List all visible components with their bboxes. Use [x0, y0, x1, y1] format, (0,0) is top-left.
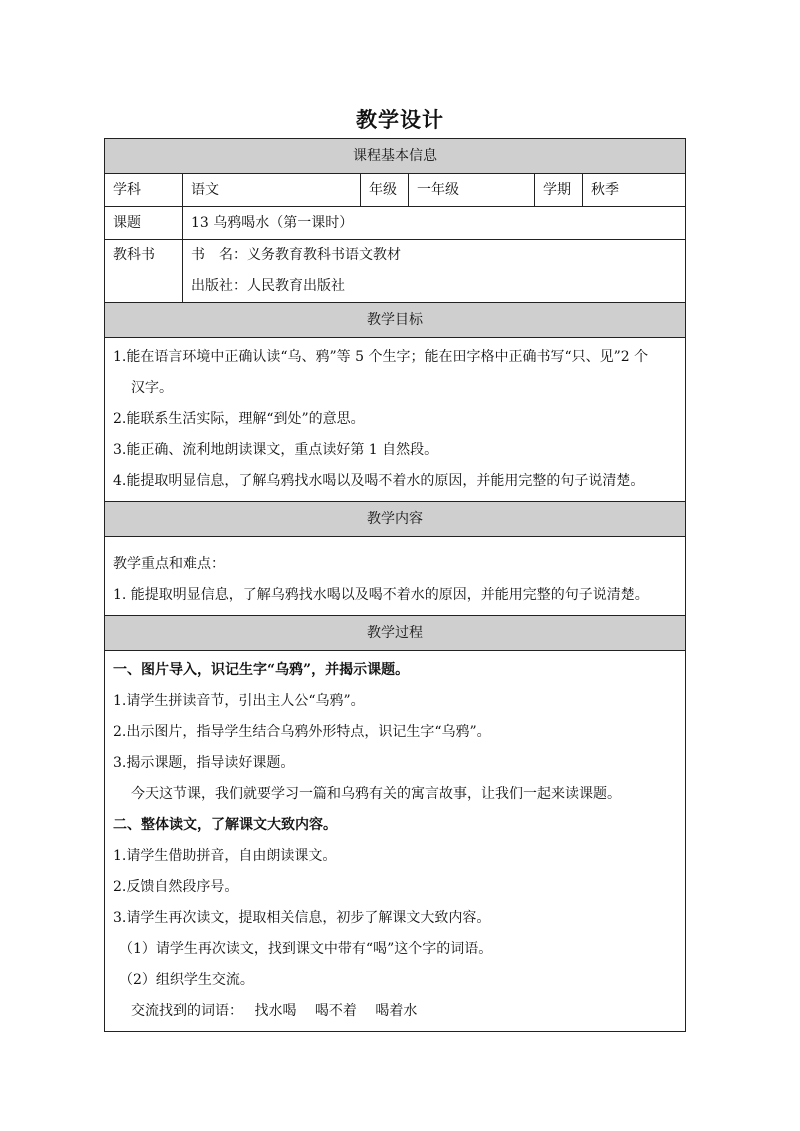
grade-label: 年级 [361, 174, 409, 206]
textbook-publisher: 出版社：人民教育出版社 [191, 278, 345, 294]
page-title: 教学设计 [356, 107, 444, 132]
lesson-plan-table [104, 138, 686, 1032]
textbook-label: 教科书 [105, 240, 183, 302]
process-step-title: 二、整体读文，了解课文大致内容。 [113, 817, 337, 833]
content-heading: 教学重点和难点： [113, 556, 225, 572]
term-value: 秋季 [591, 182, 619, 198]
process-step-item: 1.请学生拼读音节，引出主人公“乌鸦”。 [113, 693, 365, 709]
objective-item-continued: 汉字。 [131, 380, 173, 396]
process-step-item: 2.出示图片，指导学生结合乌鸦外形特点，识记生字“乌鸦”。 [113, 724, 491, 740]
textbook-name: 书 名：义务教育教科书语文教材 [191, 247, 401, 263]
subject-label: 学科 [105, 174, 183, 206]
process-block [105, 651, 685, 1031]
objective-item: 2.能联系生活实际，理解“到处”的意思。 [113, 411, 365, 427]
section-header-content: 教学内容 [105, 502, 685, 537]
grade-value: 一年级 [409, 174, 535, 206]
term-label: 学期 [535, 174, 583, 206]
process-step-item: 2.反馈自然段序号。 [113, 879, 239, 895]
objectives-block [105, 338, 685, 502]
process-words: 交流找到的词语： 找水喝 喝不着 喝着水 [131, 1003, 418, 1019]
process-step-item: 3.揭示课题，指导读好课题。 [113, 755, 295, 771]
process-step-title: 一、图片导入，识记生字“乌鸦”，并揭示课题。 [113, 662, 410, 678]
info-row-subject [105, 174, 685, 207]
info-row-textbook [105, 240, 685, 303]
textbook-details [183, 240, 685, 302]
topic-value: 13 乌鸦喝水（第一课时） [191, 215, 354, 231]
subject-value: 语文 [183, 174, 361, 206]
topic-label: 课题 [105, 207, 183, 239]
process-step-item: 1.请学生借助拼音，自由朗读课文。 [113, 848, 337, 864]
objective-item: 3.能正确、流利地朗读课文，重点读好第 1 自然段。 [113, 442, 439, 458]
section-header-basic-info: 课程基本信息 [105, 139, 685, 174]
process-step-item: 3.请学生再次读文，提取相关信息，初步了解课文大致内容。 [113, 910, 491, 926]
process-step-note: 今天这节课，我们就要学习一篇和乌鸦有关的寓言故事，让我们一起来读课题。 [131, 786, 621, 802]
process-sub-item: （1）请学生再次读文，找到课文中带有“喝”这个字的词语。 [119, 941, 493, 957]
info-row-topic [105, 207, 685, 240]
content-item: 1. 能提取明显信息，了解乌鸦找水喝以及喝不着水的原因，并能用完整的句子说清楚。 [113, 587, 649, 603]
section-header-objectives: 教学目标 [105, 303, 685, 338]
process-sub-item: （2）组织学生交流。 [119, 972, 254, 988]
objective-item: 4.能提取明显信息，了解乌鸦找水喝以及喝不着水的原因，并能用完整的句子说清楚。 [113, 473, 645, 489]
content-block [105, 537, 685, 616]
objective-item: 1.能在语言环境中正确认读“乌、鸦”等 5 个生字；能在田字格中正确书写“只、见”2 个 [113, 349, 649, 365]
section-header-process: 教学过程 [105, 616, 685, 651]
